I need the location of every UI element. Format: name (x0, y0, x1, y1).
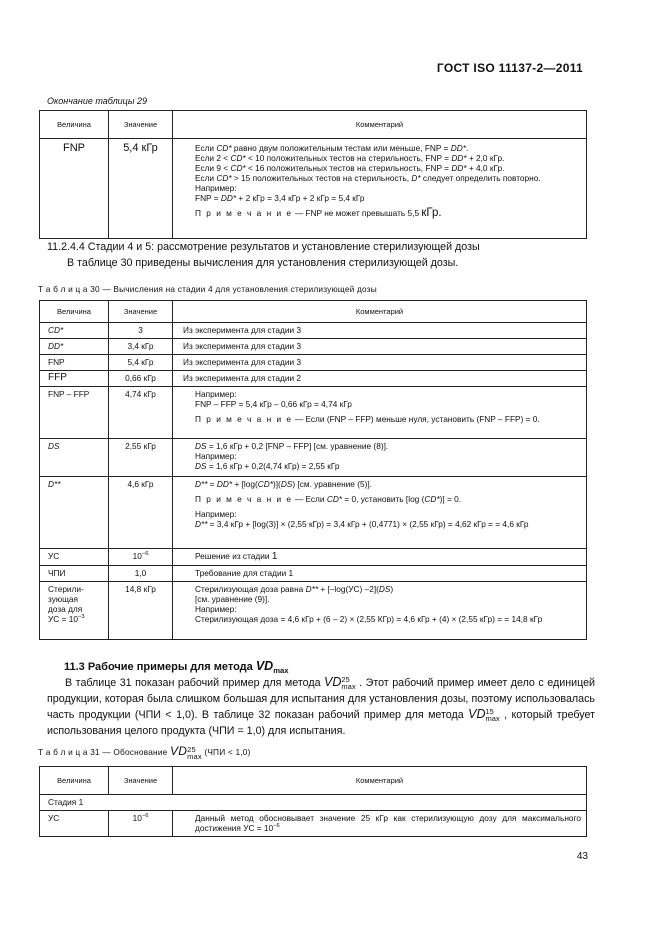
section-11-2-4-4-text: В таблице 30 приведены вычисления для установления стерилизующей дозы. (67, 257, 459, 269)
section-11-3-paragraph: В таблице 31 показан рабочий пример для метода VD 25 max . Этот рабочий пример имеет дело с единицей продукции, которая была слишком большая для испытания для установления дозы, поэтому использовалась часть продукции (ЧПИ < 1,0). В таблице 32 показан рабочий пример для метода VD 15 max , который требует использования целого продукта (ЧПИ = 1,0) для испытания. (47, 675, 595, 737)
page-number: 43 (576, 851, 588, 862)
table31-caption: Т а б л и ц а 31 — Обоснование VD 25 max (ЧПИ < 1,0) (38, 744, 251, 761)
cell-comment: Если CD* равно двум положительным тестам или меньше, FNP = DD*. Если 2 < CD* < 10 положительных тестов на стерильность, FNP = DD* + 2,0 кГр. Если 9 < CD* < 16 положительных тестов на стерильность, FNP = DD* + 4,0 кГр. Если CD* > 15 положительных тестов на стерильность, D* следует определить повторно. Например: FNP = DD* + 2 кГр = 3,4 кГр + 2 кГр = 5,4 кГр П р и м е ч а н и е — FNP не может превышать 5,5 кГр. (173, 139, 587, 239)
table30-caption: Т а б л и ц а 30 — Вычисления на стадии 4 для установления стерилизующей дозы (38, 284, 377, 294)
section-11-2-4-4-title: 11.2.4.4 Стадии 4 и 5: рассмотрение результатов и установление стерилизующей дозы (47, 241, 480, 253)
col-header-comment: Комментарий (173, 301, 587, 323)
table-row: DD* 3,4 кГр Из эксперимента для стадии 3 (40, 339, 587, 355)
table-30 (39, 300, 587, 640)
col-header-quantity: Величина (40, 767, 109, 795)
table-31 (39, 766, 587, 837)
table-row: FNP 5,4 кГр Из эксперимента для стадии 3 (40, 355, 587, 371)
col-header-quantity: Величина (40, 111, 109, 139)
table29-continuation-caption: Окончание таблицы 29 (47, 96, 147, 106)
table-row: D** 4,6 кГр D** = DD* + [log(CD*)](DS) [см. уравнение (5)]. П р и м е ч а н и е — Если CD* = 0, установить [log (CD*)] = 0. Например: D** = 3,4 кГр + [log(3)] × (2,55 кГр) = 3,4 кГр + (0,4771) × (2,55 кГр) = 4,62 кГр = = 4,6 кГр (40, 477, 587, 549)
table-row: FFP 0,66 кГр Из эксперимента для стадии 2 (40, 371, 587, 387)
section-11-3-title: 11.3 Рабочие примеры для метода $VD_{max}$ (64, 659, 289, 676)
col-header-value: Значение (109, 767, 173, 795)
col-header-comment: Комментарий (173, 767, 587, 795)
col-header-comment: Комментарий (173, 111, 587, 139)
cell-value: 5,4 кГр (109, 139, 173, 239)
table-row: FNP – FFP 4,74 кГр Например: FNP – FFP = 5,4 кГр – 0,66 кГр = 4,74 кГр П р и м е ч а н и е — Если (FNP – FFP) меньше нуля, установить (FNP – FFP) = 0. (40, 387, 587, 439)
table-row (40, 139, 587, 239)
table-row (40, 795, 587, 811)
col-header-value: Значение (109, 301, 173, 323)
cell-quantity: FNP (40, 139, 109, 239)
table-row: DS 2,55 кГр DS = 1,6 кГр + 0,2 [FNP – FFP] [см. уравнение (8)]. Например: DS = 1,6 кГр + 0,2(4,74 кГр) = 2,55 кГр (40, 439, 587, 477)
table-29 (39, 110, 587, 239)
table-row: УС $10^{-6}$ Данный метод обосновывает значение 25 кГр как стерилизующую дозу для максимального достижения УС = $10^{-6}$ (40, 811, 587, 837)
table-row: CD* 3 Из эксперимента для стадии 3 (40, 323, 587, 339)
table-row: УС $10^{-6}$ Решение из стадии 1 (40, 549, 587, 566)
table-row: ЧПИ 1,0 Требование для стадии 1 (40, 566, 587, 582)
table-row: Стерили- зующая доза для УС = $10^{-3}$ 14,8 кГр Стерилизующая доза равна D** + [–log(УС) –2](DS) [см. уравнение (9)]. Например: Стерилизующая доза = 4,6 кГр + (6 – 2) × (2,55 КГр) = 4,6 кГр + (4) × (2,55 кГр) = = 14,8 кГр (40, 582, 587, 640)
col-header-value: Значение (109, 111, 173, 139)
stage-row: Стадия 1 (40, 795, 587, 811)
col-header-quantity: Величина (40, 301, 109, 323)
standard-header: ГОСТ ISO 11137-2—2011 (436, 61, 583, 75)
